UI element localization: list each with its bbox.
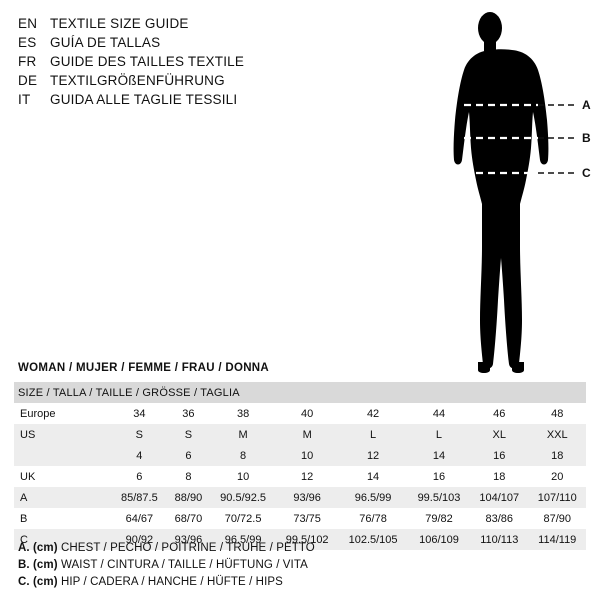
table-cell: 96.5/99 xyxy=(338,487,408,508)
legend-line xyxy=(18,540,578,557)
table-row xyxy=(14,487,586,508)
section-title-woman: WOMAN / MUJER / FEMME / FRAU / DONNA xyxy=(18,362,270,374)
row-label xyxy=(14,445,112,466)
language-label: GUIDE DES TAILLES TEXTILE xyxy=(50,54,245,69)
marker-label-b: B xyxy=(582,131,591,145)
table-cell: 102.5/105 xyxy=(338,529,408,550)
table-cell: 79/82 xyxy=(408,508,470,529)
table-cell: 16 xyxy=(470,445,528,466)
table-cell: 16 xyxy=(408,466,470,487)
table-cell: 34 xyxy=(112,403,167,424)
table-cell: 104/107 xyxy=(470,487,528,508)
table-row xyxy=(14,466,586,487)
table-cell: 42 xyxy=(338,403,408,424)
table-cell: 76/78 xyxy=(338,508,408,529)
language-code: EN xyxy=(18,16,38,31)
table-cell: 40 xyxy=(276,403,338,424)
table-cell: S xyxy=(167,424,210,445)
table-cell: 18 xyxy=(470,466,528,487)
table-cell: 6 xyxy=(112,466,167,487)
table-cell: 64/67 xyxy=(112,508,167,529)
row-label: UK xyxy=(14,466,112,487)
measurement-legend xyxy=(18,540,578,591)
table-cell: 6 xyxy=(167,445,210,466)
legend-key: B. (cm) xyxy=(18,559,58,571)
table-cell: 10 xyxy=(276,445,338,466)
legend-key: A. (cm) xyxy=(18,542,58,554)
table-cell: 110/113 xyxy=(470,529,528,550)
table-cell: 48 xyxy=(529,403,587,424)
language-row xyxy=(18,90,338,109)
table-cell: S xyxy=(112,424,167,445)
legend-text: CHEST / PECHO / POITRINE / TRUHE / PETTO xyxy=(60,542,315,554)
language-label: GUÍA DE TALLAS xyxy=(50,35,161,50)
table-row xyxy=(14,508,586,529)
table-cell: 14 xyxy=(338,466,408,487)
language-code: IT xyxy=(18,92,31,107)
table-cell: 99.5/102 xyxy=(276,529,338,550)
table-cell: 88/90 xyxy=(167,487,210,508)
language-code: FR xyxy=(18,54,37,69)
table-cell: 68/70 xyxy=(167,508,210,529)
table-cell: 73/75 xyxy=(276,508,338,529)
language-code: ES xyxy=(18,35,37,50)
legend-line xyxy=(18,574,578,591)
table-cell: 4 xyxy=(112,445,167,466)
table-cell: 46 xyxy=(470,403,528,424)
language-row xyxy=(18,52,338,71)
table-cell: 38 xyxy=(210,403,276,424)
table-row xyxy=(14,403,586,424)
table-cell: XXL xyxy=(529,424,587,445)
table-cell: 18 xyxy=(529,445,587,466)
table-cell: 107/110 xyxy=(529,487,587,508)
table-cell: 70/72.5 xyxy=(210,508,276,529)
size-table xyxy=(14,382,586,550)
table-cell: 44 xyxy=(408,403,470,424)
legend-text: WAIST / CINTURA / TAILLE / HÜFTUNG / VITA xyxy=(60,559,308,571)
language-label: GUIDA ALLE TAGLIE TESSILI xyxy=(50,92,238,107)
body-measurement-figure xyxy=(420,8,600,378)
marker-label-a: A xyxy=(582,98,591,112)
table-cell: 85/87.5 xyxy=(112,487,167,508)
table-header-row xyxy=(14,382,586,403)
table-cell: 36 xyxy=(167,403,210,424)
table-cell: L xyxy=(338,424,408,445)
table-row xyxy=(14,424,586,445)
table-cell: 8 xyxy=(167,466,210,487)
language-header xyxy=(18,14,338,109)
table-row xyxy=(14,445,586,466)
row-label: Europe xyxy=(14,403,112,424)
row-label: A xyxy=(14,487,112,508)
marker-label-c: C xyxy=(582,166,591,180)
legend-key: C. (cm) xyxy=(18,576,58,588)
table-cell: 96.5/99 xyxy=(210,529,276,550)
table-cell: L xyxy=(408,424,470,445)
table-cell: 12 xyxy=(276,466,338,487)
table-cell: 106/109 xyxy=(408,529,470,550)
language-row xyxy=(18,71,338,90)
table-header-label: SIZE / TALLA / TAILLE / GRÖSSE / TAGLIA xyxy=(14,382,586,403)
table-cell: 93/96 xyxy=(167,529,210,550)
table-cell: 90/92 xyxy=(112,529,167,550)
table-cell: 93/96 xyxy=(276,487,338,508)
table-cell: M xyxy=(210,424,276,445)
language-label: TEXTILGRÖßENFÜHRUNG xyxy=(50,73,225,88)
table-cell: 99.5/103 xyxy=(408,487,470,508)
table-cell: 90.5/92.5 xyxy=(210,487,276,508)
table-cell: 87/90 xyxy=(529,508,587,529)
table-cell: M xyxy=(276,424,338,445)
language-code: DE xyxy=(18,73,38,88)
table-cell: 20 xyxy=(529,466,587,487)
table-cell: 83/86 xyxy=(470,508,528,529)
table-cell: 114/119 xyxy=(529,529,587,550)
table-cell: 8 xyxy=(210,445,276,466)
row-label: US xyxy=(14,424,112,445)
table-cell: 14 xyxy=(408,445,470,466)
table-cell: 12 xyxy=(338,445,408,466)
row-label: C xyxy=(14,529,112,550)
female-silhouette-icon xyxy=(420,8,600,378)
row-label: B xyxy=(14,508,112,529)
table-cell: XL xyxy=(470,424,528,445)
language-label: TEXTILE SIZE GUIDE xyxy=(50,16,189,31)
table-cell: 10 xyxy=(210,466,276,487)
size-table-wrapper xyxy=(14,382,586,550)
language-row xyxy=(18,33,338,52)
legend-line xyxy=(18,557,578,574)
legend-text: HIP / CADERA / HANCHE / HÜFTE / HIPS xyxy=(60,576,283,588)
language-row xyxy=(18,14,338,33)
